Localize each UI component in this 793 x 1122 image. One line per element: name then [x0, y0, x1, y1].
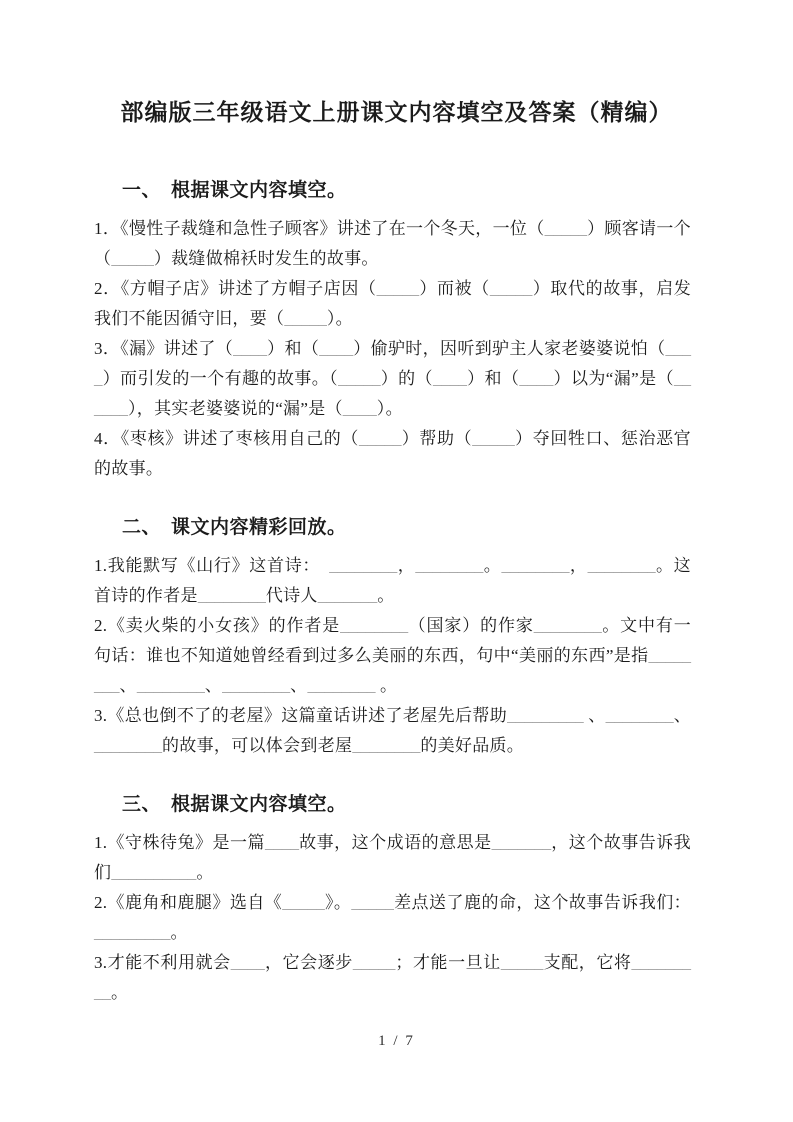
blank-line: ________ — [587, 556, 656, 575]
blank-line: ______ — [94, 369, 692, 418]
question-paragraph: 2．《方帽子店》讲述了方帽子店因（_____）而被（_____）取代的故事，启发我们不能因循守旧，要（_____）。 — [94, 279, 691, 328]
blank-line: _____ — [376, 279, 420, 298]
blank-line: _____ — [352, 953, 396, 972]
blank-line: ________ — [307, 676, 376, 695]
blank-line: ____ — [319, 339, 354, 358]
blank-line: ________ — [329, 556, 398, 575]
section-2-header: 二、 课文内容精彩回放。 — [122, 517, 347, 538]
blank-line: ____ — [264, 833, 299, 852]
blank-line: ________ — [197, 586, 266, 605]
blank-line: ________ — [352, 736, 421, 755]
blank-line: _____ — [351, 893, 394, 912]
question-paragraph: 1.我能默写《山行》这首诗： ________，________。________，________。这首诗的作者是________代诗人_______。 — [94, 556, 691, 605]
section-3 — [94, 792, 691, 1008]
blank-line: ________ — [501, 556, 570, 575]
question-paragraph: 3.才能不利用就会____，它会逐步_____；才能一旦让_____支配，它将_________。 — [94, 953, 692, 1002]
blank-line: ________ — [136, 676, 205, 695]
blank-line: _______ — [491, 833, 552, 852]
blank-line: _____ — [358, 429, 402, 448]
blank-line: _____ — [544, 219, 588, 238]
section-2 — [94, 515, 691, 761]
blank-line: __________ — [111, 863, 197, 882]
blank-line: _____ — [500, 953, 544, 972]
page-footer — [0, 1033, 793, 1050]
blank-line: ____ — [432, 369, 467, 388]
blank-line: _____ — [284, 309, 327, 328]
blank-line: _____ — [489, 279, 533, 298]
blank-line: _______ — [317, 586, 378, 605]
document-content — [0, 178, 793, 1008]
blank-line: ________ — [415, 556, 484, 575]
section-3-header: 三、 根据课文内容填空。 — [122, 794, 347, 815]
blank-line: ____ — [94, 339, 691, 388]
question-paragraph: 4．《枣核》讲述了枣核用自己的（_____）帮助（_____）夺回牲口、惩治恶官的故事。 — [94, 429, 691, 478]
question-paragraph: 2.《鹿角和鹿腿》选自《_____》。_____差点送了鹿的命，这个故事告诉我们：_________。 — [94, 893, 691, 942]
blank-line: ________ — [94, 646, 691, 695]
blank-line: _____ — [338, 369, 381, 388]
blank-line: ________ — [533, 616, 602, 635]
blank-line: ________ — [605, 706, 674, 725]
blank-line: _____ — [111, 249, 154, 268]
blank-line: _________ — [94, 953, 692, 1002]
page-number: 1 / 7 — [378, 1033, 415, 1049]
blank-line: ________ — [340, 616, 409, 635]
blank-line: _____ — [472, 429, 515, 448]
blank-line: ____ — [230, 953, 265, 972]
question-paragraph: 1.《守株待兔》是一篇____故事，这个成语的意思是_______，这个故事告诉我们__________。 — [94, 833, 691, 882]
question-paragraph: 3．《漏》讲述了（____）和（____）偷驴时，因听到驴主人家老婆婆说怕（____）而引发的一个有趣的故事。（_____）的（____）和（____）以为“漏”是（______），其实老婆婆说的“漏”是（____）。 — [94, 339, 692, 418]
blank-line: ____ — [519, 369, 554, 388]
blank-line: ____ — [233, 339, 268, 358]
document-title: 部编版三年级语文上册课文内容填空及答案（精编） — [120, 99, 673, 125]
blank-line: _____ — [282, 893, 325, 912]
section-1 — [94, 178, 691, 484]
blank-line: _________ — [94, 923, 171, 942]
blank-line: ________ — [222, 676, 291, 695]
blank-line: _________ — [507, 706, 584, 725]
question-paragraph: 2.《卖火柴的小女孩》的作者是________（国家）的作家________。文中有一句话：谁也不知道她曾经看到过多么美丽的东西，句中“美丽的东西”是指________、________、________、________ 。 — [94, 616, 692, 695]
blank-line: ____ — [342, 399, 377, 418]
section-1-header: 一、 根据课文内容填空。 — [122, 180, 347, 201]
question-paragraph: 1．《慢性子裁缝和急性子顾客》讲述了在一个冬天，一位（_____）顾客请一个（_____）裁缝做棉袄时发生的故事。 — [94, 219, 691, 268]
question-paragraph: 3.《总也倒不了的老屋》这篇童话讲述了老屋先后帮助_________ 、________、________的故事，可以体会到老屋________的美好品质。 — [94, 706, 692, 755]
blank-line: ________ — [94, 736, 162, 755]
